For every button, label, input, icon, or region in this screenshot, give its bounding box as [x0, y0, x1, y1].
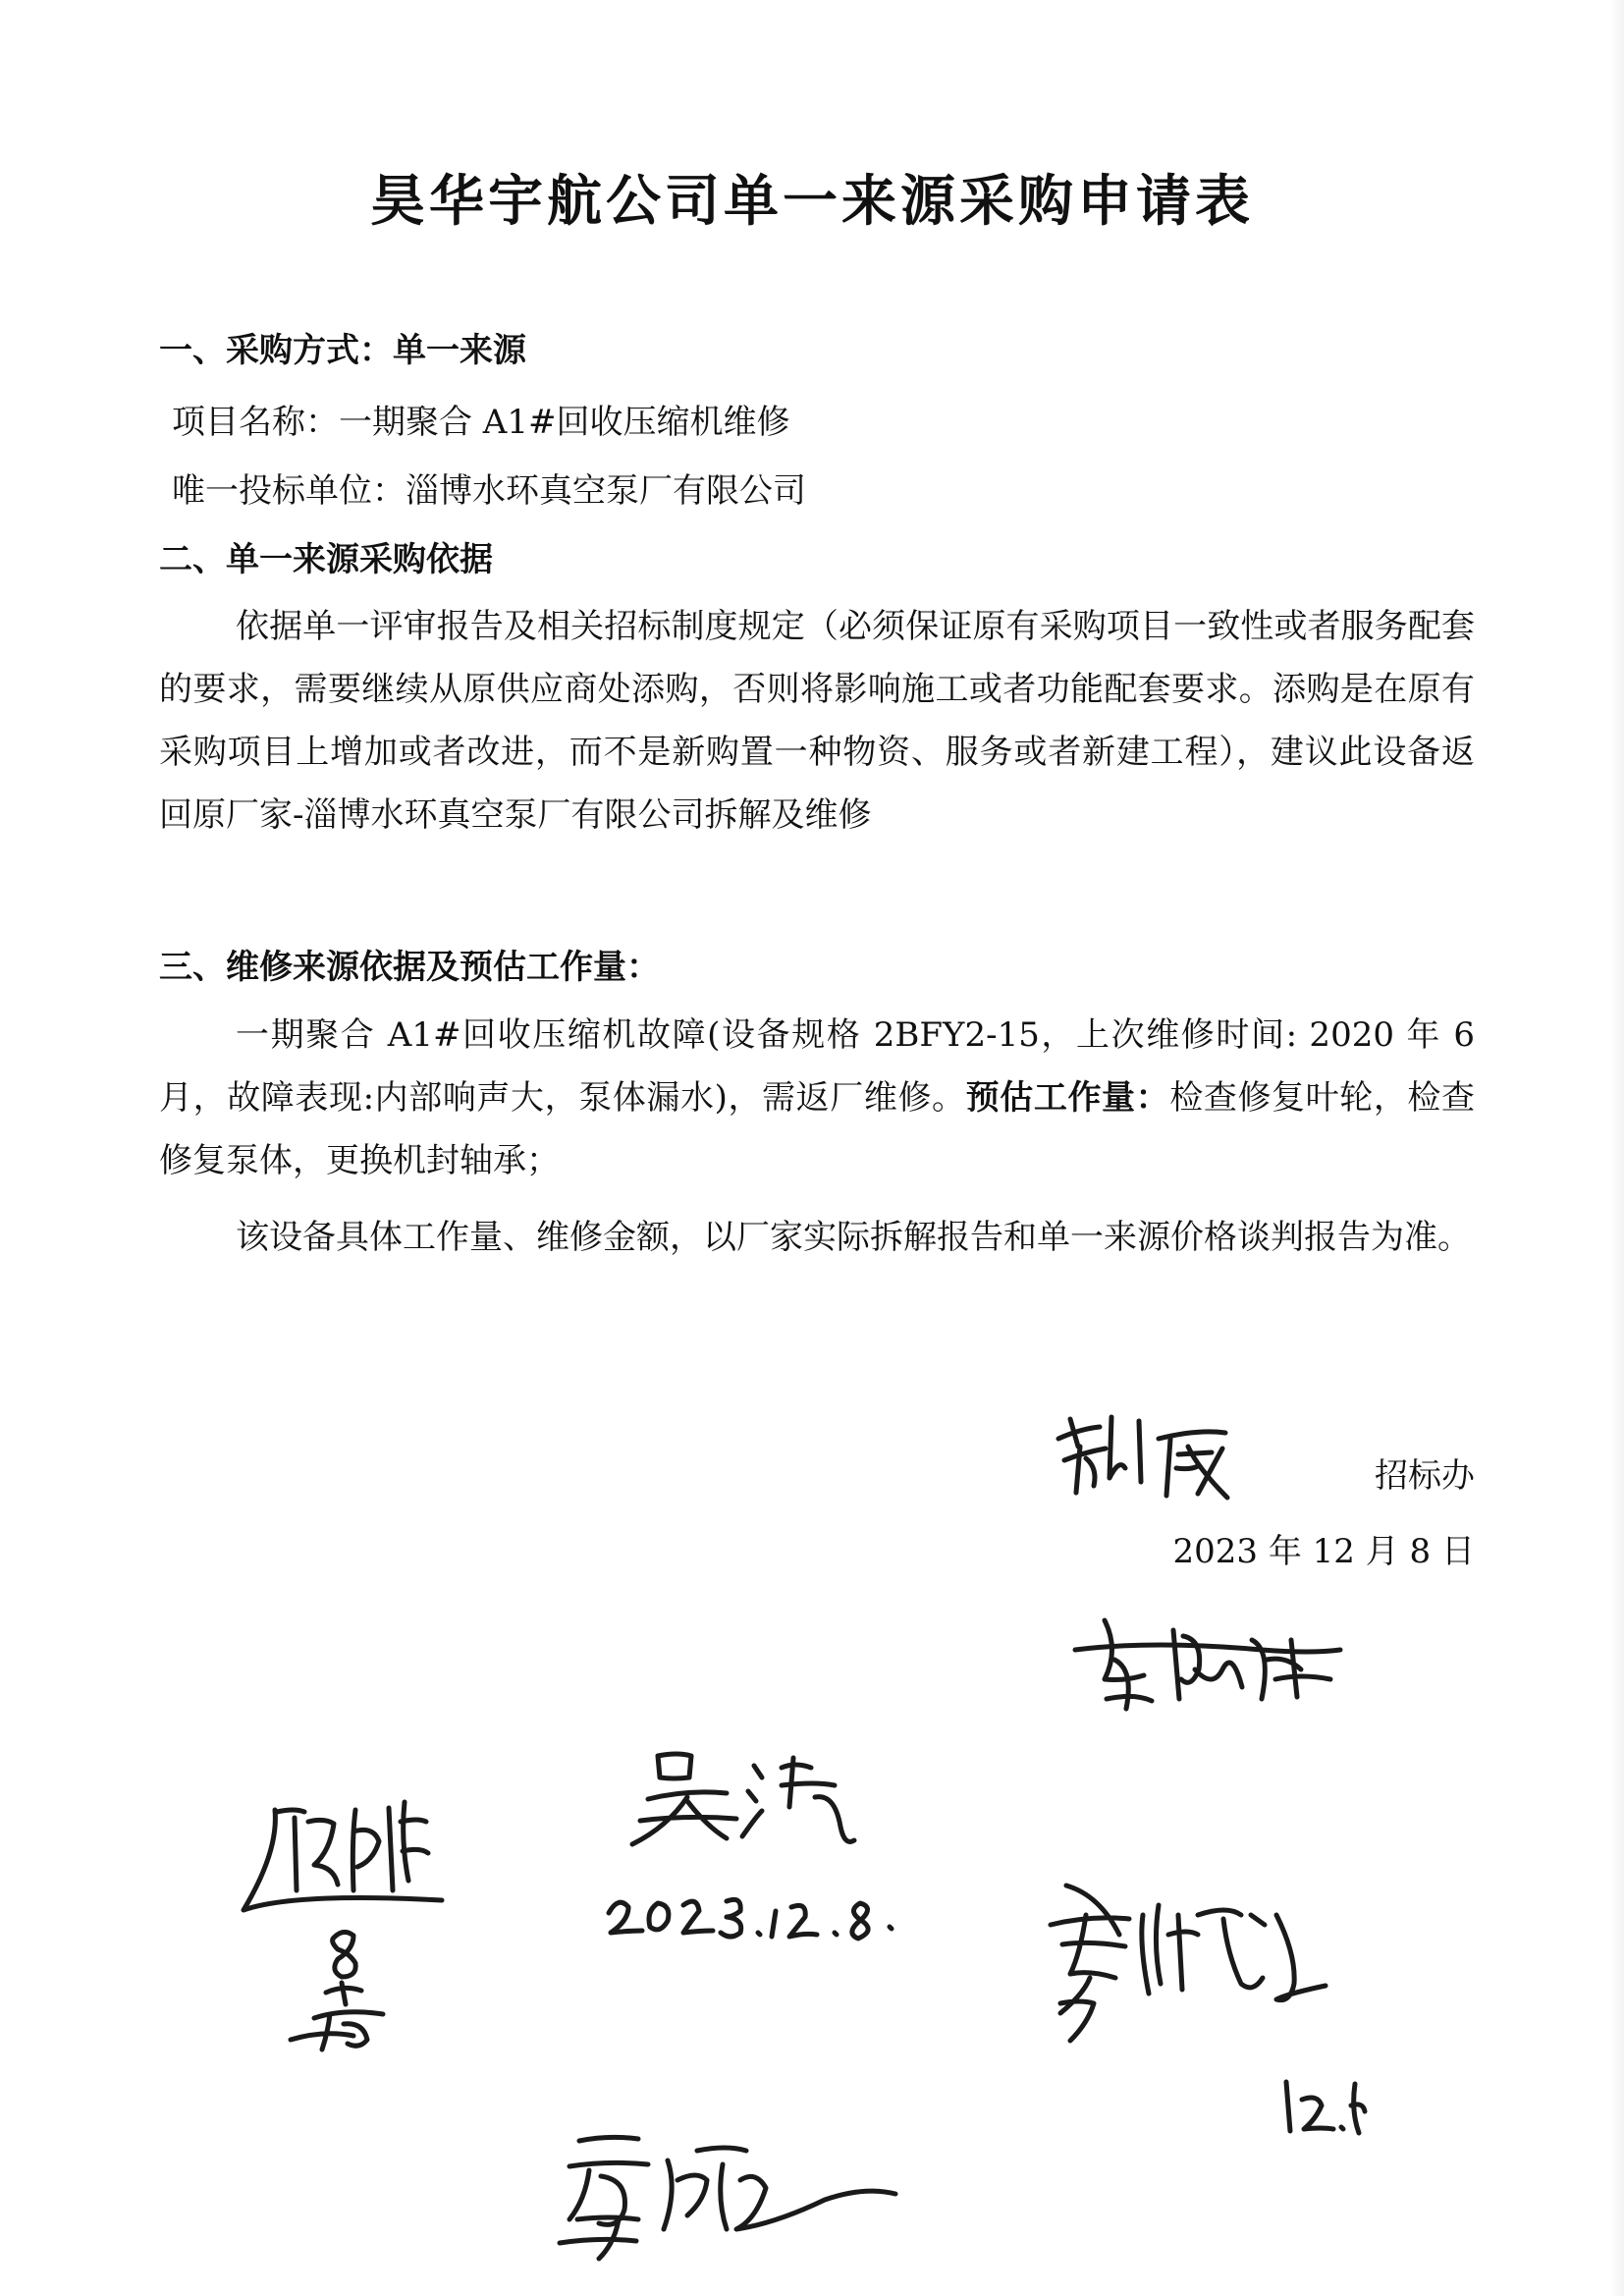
document-date: 2023 年 12 月 8 日 — [1172, 1532, 1475, 1571]
document-title: 昊华宇航公司单一来源采购申请表 — [370, 169, 1254, 234]
section3-body-part1: 一期聚合 A1#回收压缩机故障(设备规格 2BFY2-15，上次维修时间: 2020 年 6 月，故障表现:内部响声大，泵体漏水)，需返厂维修。 — [159, 1015, 1475, 1118]
signature-6 — [530, 2121, 903, 2269]
section3-heading: 三、维修来源依据及预估工作量： — [159, 948, 660, 987]
section2-body: 依据单一评审报告及相关招标制度规定（必须保证原有采购项目一致性或者服务配套的要求，需要继续从原供应商处添购，否则将影响施工或者功能配套要求。添购是在原有采购项目上增加或者改进，而不是新购置一种物资、服务或者新建工程），建议此设备返回原厂家-淄博水环真空泵厂有限公司拆解及维修 — [159, 607, 1475, 835]
estimate-label: 预估工作量： — [965, 1078, 1170, 1118]
signature-5 — [1031, 1876, 1365, 2151]
signature-3 — [589, 1738, 913, 1944]
department-name: 招标办 — [1375, 1456, 1475, 1496]
signature-4 — [236, 1782, 491, 2057]
section3-note: 该设备具体工作量、维修金额，以厂家实际拆解报告和单一来源价格谈判报告为准。 — [236, 1218, 1471, 1257]
section2-heading: 二、单一来源采购依据 — [159, 540, 493, 579]
section3-body — [159, 1004, 1475, 1192]
project-name-line: 项目名称：一期聚合 A1#回收压缩机维修 — [172, 403, 790, 442]
signature-1 — [1051, 1399, 1247, 1507]
section3-body-part2: 检查修复叶轮，检查修复泵体，更换机封轴承； — [159, 1078, 1476, 1180]
section1-heading: 一、采购方式：单一来源 — [159, 331, 526, 370]
scan-edge — [1610, 0, 1624, 2296]
signature-2 — [1065, 1611, 1350, 1719]
bidder-line: 唯一投标单位：淄博水环真空泵厂有限公司 — [172, 471, 806, 511]
